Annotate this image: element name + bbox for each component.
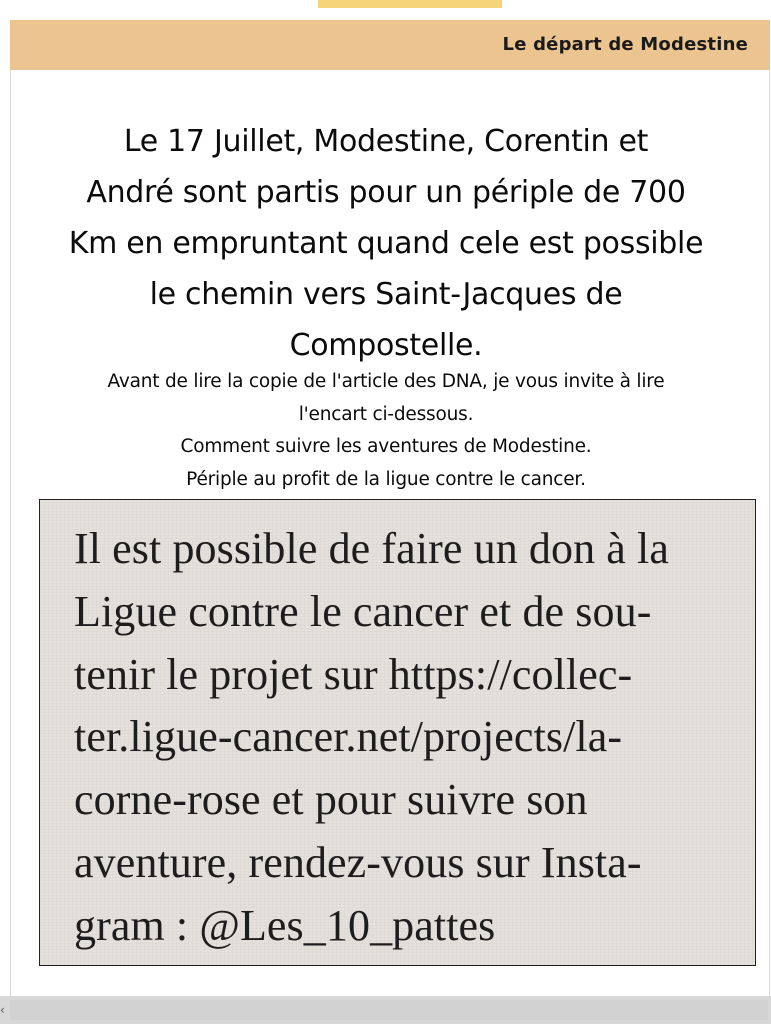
headline-line: André sont partis pour un périple de 700 — [86, 175, 686, 210]
clipping-line: corne-rose et pour suivre son — [74, 775, 588, 825]
headline-line: Le 17 Juillet, Modestine, Corentin et — [123, 124, 649, 159]
clipping-line: Il est possible de faire un don à la — [74, 524, 669, 573]
intro-line: l'encart ci-dessous. — [298, 403, 474, 425]
clipping-line: gram : @Les_10_pattes — [74, 900, 496, 950]
article-intro — [30, 366, 742, 496]
headline-line: Compostelle. — [289, 328, 483, 363]
header-bar — [10, 20, 770, 70]
horizontal-scrollbar[interactable] — [0, 996, 771, 1024]
headline-line: le chemin vers Saint-Jacques de — [149, 277, 623, 312]
clipping-line: aventure, rendez-vous sur Insta- — [74, 837, 642, 887]
article-headline — [30, 116, 742, 371]
page-title: Le départ de Modestine — [502, 34, 748, 55]
scrollbar-track[interactable] — [10, 1000, 768, 1020]
scroll-left-icon[interactable]: ‹ — [0, 1003, 5, 1017]
intro-line: Avant de lire la copie de l'article des DNA, je vous invite à lire — [107, 371, 665, 392]
newspaper-clipping-image — [39, 499, 756, 966]
top-accent-tab — [318, 0, 502, 8]
clipping-text — [74, 518, 744, 958]
clipping-line: Ligue contre le cancer et de sou- — [74, 586, 652, 636]
clipping-line: tenir le projet sur https://collec- — [74, 649, 633, 699]
clipping-line: ter.ligue-cancer.net/projects/la- — [74, 712, 623, 762]
intro-line: Comment suivre les aventures de Modestine. — [180, 436, 592, 457]
intro-line: Périple au profit de la ligue contre le cancer. — [186, 468, 586, 490]
headline-line: Km en empruntant quand cele est possible — [68, 226, 704, 261]
